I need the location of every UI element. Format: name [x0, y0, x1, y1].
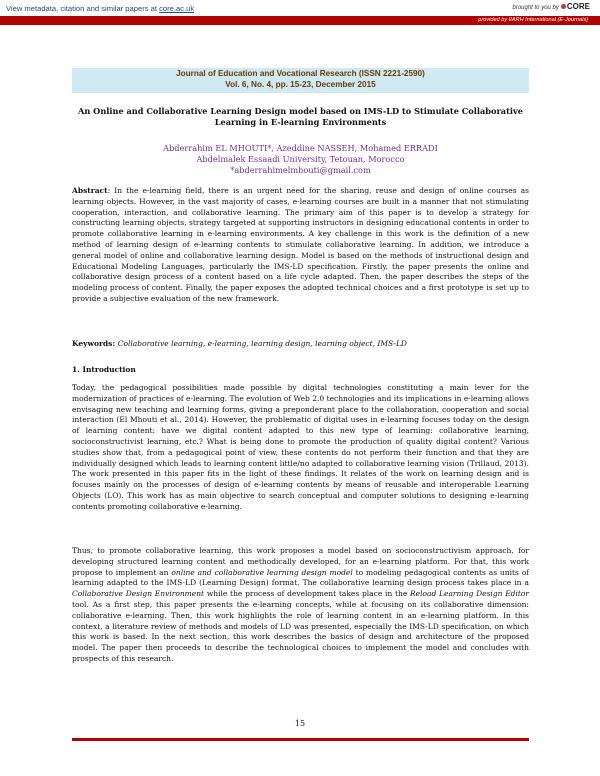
author-names: Abderrahim EL MHOUTI*, Azeddine NASSEH, Mohamed ERRADI — [163, 143, 438, 153]
journal-title: Journal of Education and Vocational Research (ISSN 2221-2590) — [176, 69, 425, 78]
p2-italic-3: Reload Learning Design Editor — [410, 589, 529, 599]
keywords-text: Collaborative learning, e-learning, learning design, learning object, IMS-LD — [117, 339, 407, 348]
keywords-label: Keywords: — [72, 339, 118, 348]
keywords — [72, 339, 529, 350]
journal-volume: Vol. 6, No. 4, pp. 15-23, December 2015 — [225, 80, 376, 89]
abstract-text: : In the e-learning field, there is an urgent need for the sharing, reuse and design of online courses as learning objects. However, in the vast majority of cases, e-learning courses are built in a manner that not stimulating cooperation, interaction, and collaborative learning. The primary aim of this paper is to develop a strategy for constructing learning objects, strategy targeted at supporting instructors in designing educational contents in order to promote collaborative learning in e-learning environments. A key challenge in this work is the definition of a new method of learning design of e-learning contents to stimulate collaborative learning. In addition, we introduce a general model of online and collaborative learning design. Model is based on the methods of instructional design and Educational Modeling Languages, particularly the IMS-LD specification. Firstly, the paper presents the online and collaborative design process of a content based on a life cycle adapted. Then, the paper describes the steps of the modeling process of content. Finally, the paper exposes the adopted technical choices and a first prototype is set up to provide a subjective evaluation of the new framework. — [72, 186, 529, 303]
core-logo-text: CORE — [566, 2, 590, 11]
core-link[interactable]: core.ac.uk — [159, 4, 195, 13]
abstract — [72, 186, 529, 305]
abstract-label: Abstract — [72, 186, 108, 195]
core-logo-icon — [561, 4, 566, 9]
core-link-text: View metadata, citation and similar papers at — [6, 4, 160, 13]
p2-text-b: to modeling pedagogical contents as units of learning adapted to the IMS-LD (Learning Design) format. The collaborative learning design process takes place in a — [72, 567, 529, 588]
page-number: 15 — [294, 719, 306, 728]
footer-rule — [72, 738, 529, 741]
core-logo — [561, 2, 590, 11]
paper-title: An Online and Collaborative Learning Design model based on IMS-LD to Stimulate Collaborative Learning in E-learning Environments — [78, 106, 523, 127]
journal-header — [72, 68, 529, 93]
author-block — [72, 143, 529, 176]
p2-text-a: Thus, to promote collaborative learning, this work proposes a model based on socioconstructivism approach, for developing structured learning content and methodically developed, for an e-learning platform. For that, this work propose to implement an — [72, 546, 529, 577]
author-email: *abderrahimelmhouti@gmail.com — [230, 165, 371, 175]
author-affiliation: Abdelmalek Essaadi University, Tetouan, Morocco — [196, 154, 405, 164]
p2-text-d: tool. As a first step, this paper presents the e-learning concepts, while at focusing on its collaborative dimension: collaborative e-learning. Then, this work highlights the role of learning content in an e-learning platform. In this context, a literature review of methods and models of LD was presented, especially the IMS-LD specification, on which this work is based. In the next section, this work describes the basics of design and architecture of the proposed model. The paper then proceeds to describe the technological choices to implement the model and concludes with prospects of this research. — [72, 599, 529, 663]
p2-italic-2: Collaborative Design Environment — [72, 589, 205, 599]
brought-by[interactable] — [513, 2, 591, 11]
intro-paragraph-1: Today, the pedagogical possibilities made possible by digital technologies constituting a main lever for the modernization of practices of e-learning. The evolution of Web 2.0 technologies and its implications in e-learning allows envisaging new teaching and learning forms, giving a preponderant place to the collaboration, cooperation and social interaction (El Mhouti et al., 2014). However, the problematic of digital uses in e-learning focuses today on the design of learning content: have we digital content adapted to this new type of learning: collaborative learning, socioconstructivist learning, etc.? What is being done to promote the production of quality digital content? Various studies show that, from a pedagogical point of view, these contents do not perform their function and that they are individually designed which leads to learning content little/no adapted to collaborative learning vision (Trillaud, 2013). The work presented in this paper fits in the light of these findings. It relates of the work on learning design and is focuses mainly on the processes of design of e-learning contents by means of reusable and interoperable Learning Objects (LO). This work has as main objective to search conceptual and computer solutions to designing e-learning contents promoting collaborative e-learning. — [72, 383, 529, 511]
intro-paragraph-2 — [72, 546, 529, 665]
core-metadata-link[interactable] — [6, 4, 194, 13]
brought-by-text: brought to you by — [512, 5, 559, 11]
provider-strip — [0, 16, 600, 25]
p2-text-c: while the process of development takes place in the — [204, 589, 411, 599]
section-heading: 1. Introduction — [72, 365, 136, 374]
p2-italic-1: online and collaborative learning design model — [171, 567, 353, 577]
provided-by: provided by IIARH International (E-Journals) — [478, 17, 588, 23]
